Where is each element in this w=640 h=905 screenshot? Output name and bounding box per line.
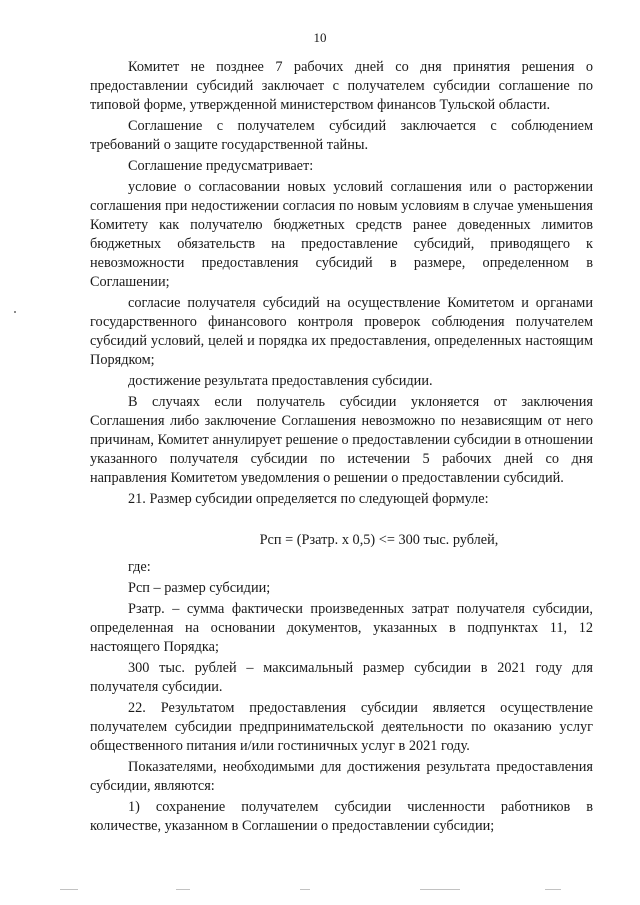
paragraph: Рсп – размер субсидии; [128, 580, 271, 596]
paragraph: 21. Размер субсидии определяется по следующей формуле: [128, 491, 489, 507]
paragraph: 22. Результатом предоставления субсидии является осуществление получателем субсидии предпринимательской деятельности по оказанию услуг общественного питания и/или гостиничных услуг в 2021 году. [90, 700, 593, 754]
paragraph: Показателями, необходимыми для достижения результата предоставления субсидии, являются: [90, 759, 593, 794]
scan-mark [545, 889, 561, 890]
document-body [90, 58, 593, 838]
page-number: 10 [313, 30, 327, 45]
paragraph: Соглашение с получателем субсидий заключается с соблюдением требований о защите государственной тайны. [90, 118, 593, 153]
scan-artifacts [0, 889, 640, 893]
paragraph: 1) сохранение получателем субсидии численности работников в количестве, указанном в Соглашении о предоставлении субсидии; [90, 799, 593, 834]
paragraph: достижение результата предоставления субсидии. [128, 373, 433, 389]
paragraph: 300 тыс. рублей – максимальный размер субсидии в 2021 году для получателя субсидии. [90, 660, 593, 695]
scan-mark [420, 889, 460, 890]
scan-mark [300, 889, 310, 890]
paragraph: Рзатр. – сумма фактически произведенных затрат получателя субсидии, определенная на основании документов, указанных в подпунктах 11, 12 настоящего Порядка; [90, 601, 593, 655]
formula: Рсп = (Рзатр. х 0,5) <= 300 тыс. рублей, [259, 532, 499, 548]
paragraph: Соглашение предусматривает: [128, 158, 314, 174]
paragraph: согласие получателя субсидий на осуществление Комитетом и органами государственного финансового контроля проверок соблюдения получателем субсидий условий, целей и порядка их предоставления, определенных настоящим Порядком; [90, 295, 593, 368]
paragraph: условие о согласовании новых условий соглашения или о расторжении соглашения при недостижении согласия по новым условиям в случае уменьшения Комитету как получателю бюджетных средств ранее доведенных лимитов бюджетных обязательств на предоставление субсидий, приводящего к невозможности предоставления субсидий в размере, определенном в Соглашении; [90, 179, 593, 290]
scan-mark [176, 889, 190, 890]
paragraph: где: [128, 559, 151, 575]
scan-mark [60, 889, 78, 890]
paragraph: Комитет не позднее 7 рабочих дней со дня принятия решения о предоставлении субсидий заключает с получателем субсидии соглашение по типовой форме, утвержденной министерством финансов Тульской области. [90, 59, 593, 113]
scan-artifact [14, 311, 16, 313]
paragraph: В случаях если получатель субсидии уклоняется от заключения Соглашения либо заключение Соглашения невозможно по независящим от него причинам, Комитет аннулирует решение о предоставлении субсидии в отношении указанного получателя субсидии по истечении 5 рабочих дней со дня направления Комитетом уведомления о решении о предоставлении субсидий. [90, 394, 593, 486]
